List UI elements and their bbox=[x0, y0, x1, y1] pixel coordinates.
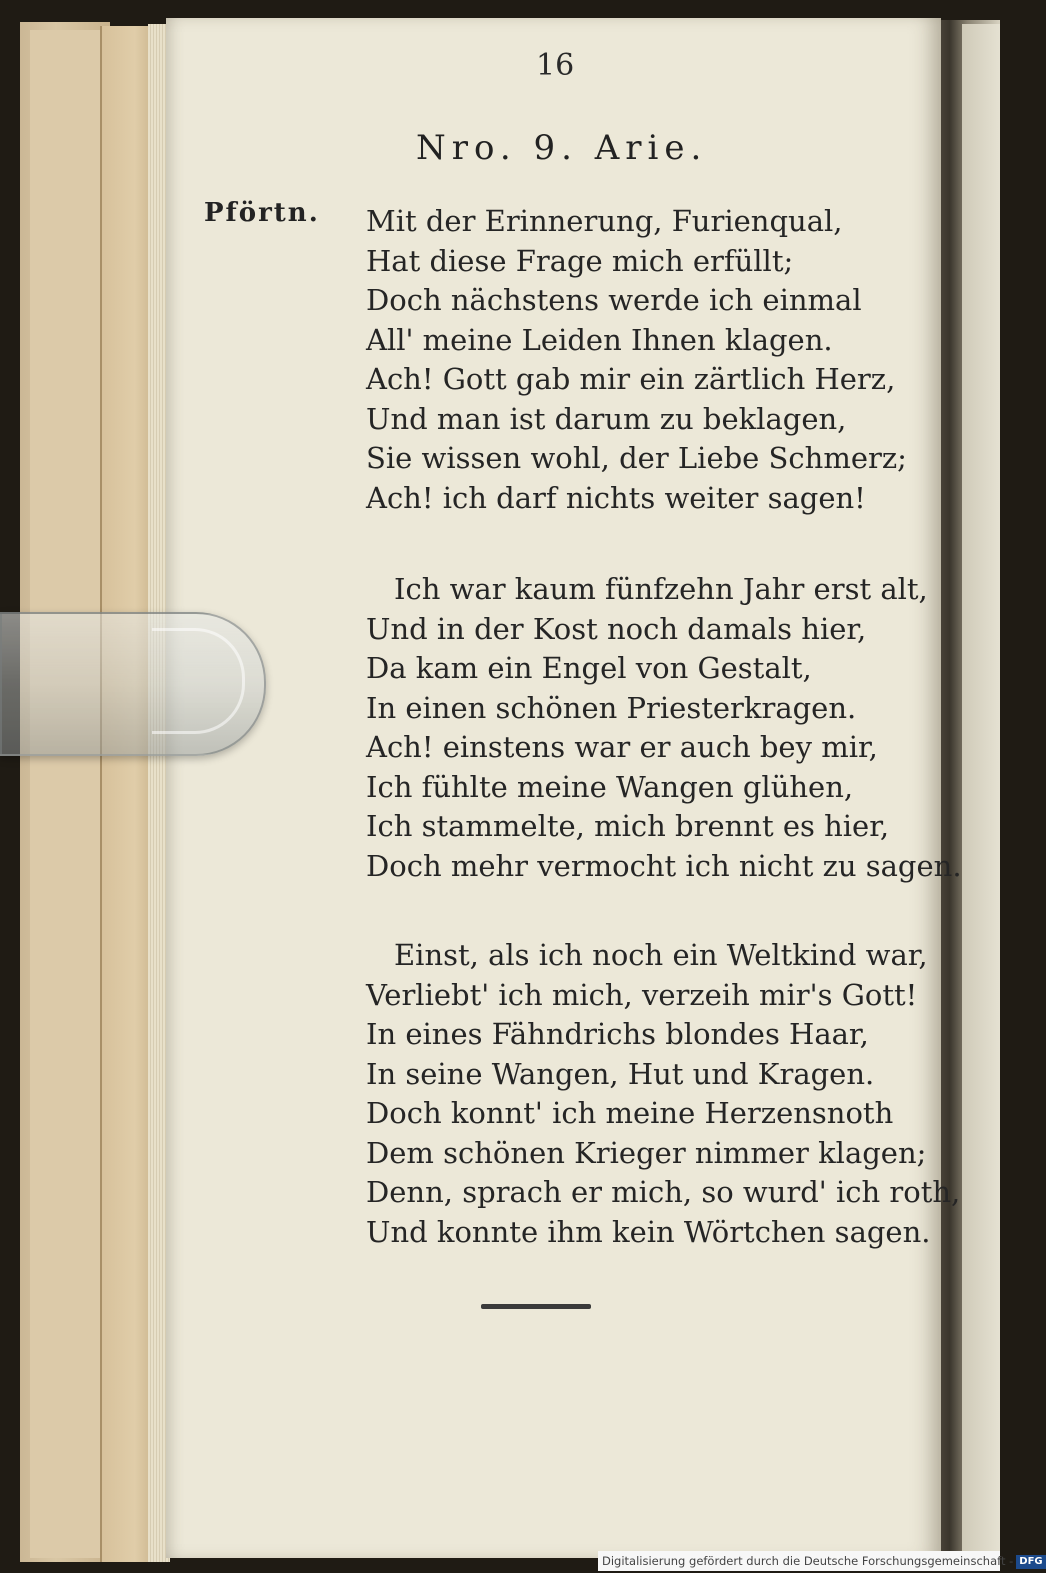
verse-line: Verliebt' ich mich, verzeih mir's Gott! bbox=[366, 977, 918, 1012]
verse-line: Ach! ich darf nichts weiter sagen! bbox=[366, 480, 866, 515]
verse-line: Ich fühlte meine Wangen glühen, bbox=[366, 769, 854, 804]
verse-line: Dem schönen Krieger nimmer klagen; bbox=[366, 1135, 927, 1170]
verse-line: In eines Fähndrichs blondes Haar, bbox=[366, 1017, 869, 1051]
dfg-logo: DFG bbox=[1016, 1555, 1045, 1569]
next-page-edge bbox=[962, 24, 1000, 1560]
verse-line: Doch konnt' ich meine Herzensnoth bbox=[366, 1096, 894, 1130]
verse-line: Mit der Erinnerung, Furienqual, bbox=[366, 204, 843, 238]
verse-line: Ich stammelte, mich brennt es hier, bbox=[366, 809, 890, 843]
verse-line: Doch mehr vermocht ich nicht zu sagen. bbox=[366, 848, 962, 883]
digitization-credit bbox=[598, 1551, 1043, 1571]
verse-line: Doch nächstens werde ich einmal bbox=[366, 283, 862, 317]
stanza-3 bbox=[366, 936, 960, 1252]
book-edge-strip bbox=[30, 30, 103, 1558]
verse-line: Ich war kaum fünfzehn Jahr erst alt, bbox=[394, 572, 928, 606]
verse-line: Da kam ein Engel von Gestalt, bbox=[366, 651, 812, 685]
speaker-label: Pförtn. bbox=[204, 198, 320, 228]
verse-line: Denn, sprach er mich, so wurd' ich roth, bbox=[366, 1175, 961, 1209]
stanza-2 bbox=[366, 570, 962, 886]
verse-line: In seine Wangen, Hut und Kragen. bbox=[366, 1056, 875, 1091]
verse-line: Sie wissen wohl, der Liebe Schmerz; bbox=[366, 441, 907, 475]
verse-line: Ach! Gott gab mir ein zärtlich Herz, bbox=[366, 362, 896, 396]
glass-page-holder bbox=[0, 612, 266, 756]
verse-line: All' meine Leiden Ihnen klagen. bbox=[366, 322, 833, 357]
verse-line: In einen schönen Priesterkragen. bbox=[366, 690, 857, 725]
verse-line: Und in der Kost noch damals hier, bbox=[366, 611, 867, 646]
book-page bbox=[166, 18, 962, 1558]
verse-line: Ach! einstens war er auch bey mir, bbox=[366, 730, 878, 764]
credit-text: Digitalisierung gefördert durch die Deutsche Forschungsgemeinschaft - bbox=[602, 1554, 1014, 1568]
verse-line: Und konnte ihm kein Wörtchen sagen. bbox=[366, 1214, 931, 1249]
verse-line: Und man ist darum zu beklagen, bbox=[366, 401, 847, 436]
aria-title: Nro. 9. Arie. bbox=[416, 128, 708, 168]
page-number: 16 bbox=[536, 48, 575, 83]
end-ornament-rule bbox=[481, 1304, 591, 1309]
verse-line: Einst, als ich noch ein Weltkind war, bbox=[394, 938, 928, 972]
stanza-1 bbox=[366, 202, 907, 518]
verse-line: Hat diese Frage mich erfüllt; bbox=[366, 243, 794, 278]
